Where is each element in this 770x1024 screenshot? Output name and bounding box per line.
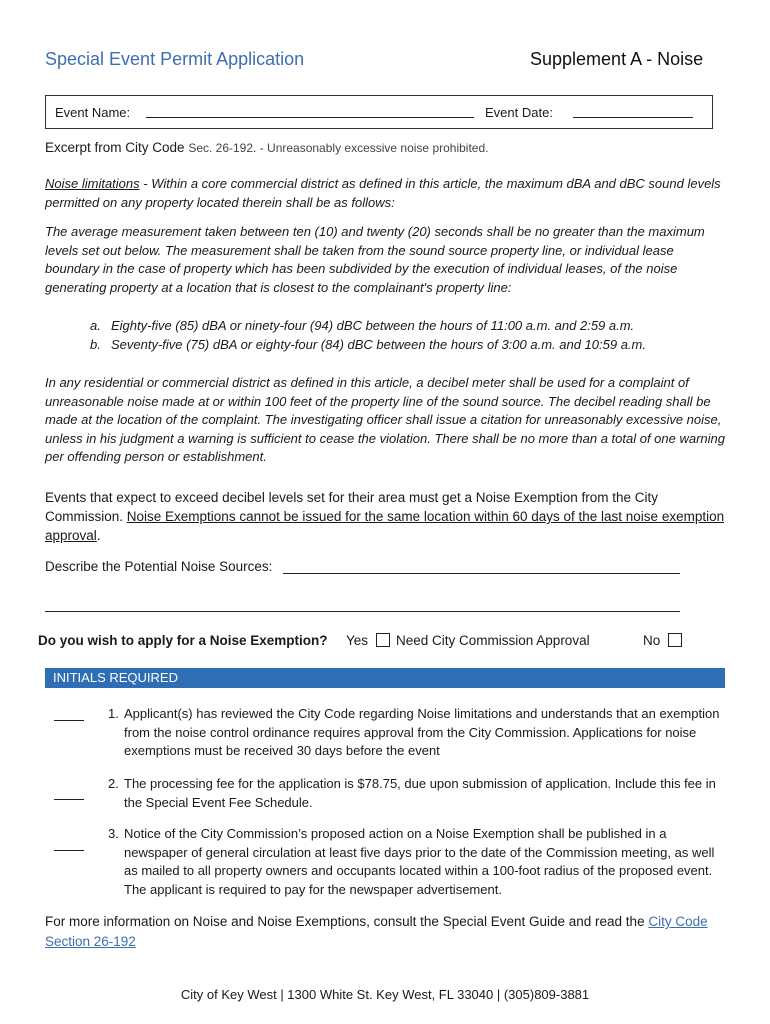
supplement-title: Supplement A - Noise	[530, 49, 704, 69]
limit-item-b	[90, 336, 646, 355]
limit-item-marker: b.	[90, 337, 101, 352]
events-text: Events that expect to exceed decibel levels set for their area must get a Noise Exemption from the City Commission.	[45, 490, 659, 524]
noise-sources-field-2[interactable]	[45, 610, 680, 612]
more-info-text: For more information on Noise and Noise Exemptions, consult the Special Event Guide and read the	[45, 914, 649, 929]
initials-field-1[interactable]	[54, 720, 84, 721]
code-excerpt-line	[45, 140, 488, 155]
event-date-label: Event Date:	[485, 105, 553, 120]
city-code-link[interactable]: City Code Section 26-192	[45, 914, 708, 949]
initials-field-3[interactable]	[54, 850, 84, 851]
more-info-paragraph	[45, 912, 725, 951]
initials-field-2[interactable]	[54, 799, 84, 800]
form-title: Special Event Permit Application	[45, 49, 305, 69]
describe-noise-label: Describe the Potential Noise Sources:	[45, 559, 273, 574]
initials-required-banner: INITIALS REQUIRED	[45, 668, 725, 688]
requirement-text: Notice of the City Commission’s proposed action on a Noise Exemption shall be published in a newspaper of general circulation at least five days prior to the date of the Commission meeting, as well as mailed to all property owners and occupants located within a 100-foot radius of the proposed event. The applicant is required to pay for the newspaper advertisement.	[124, 826, 715, 897]
page-footer: City of Key West | 1300 White St. Key West, FL 33040 | (305)809-3881	[180, 987, 590, 1002]
residential-paragraph: In any residential or commercial district as defined in this article, a decibel meter shall be used for a complaint of unreasonable noise made at or within 100 feet of the property line of the sound source. The decibel reading shall be made at the location of the complaint. The investigating officer shall issue a citation for unreasonably excessive noise, unless in his judgment a warning is sufficient to cease the violation. There shall be no more than a total of one warning per offending person or establishment.	[45, 375, 726, 464]
excerpt-label: Excerpt from City Code	[45, 140, 185, 155]
requirement-number: 2.	[108, 776, 119, 791]
excerpt-section: Sec. 26-192. - Unreasonably excessive noise prohibited.	[188, 141, 489, 155]
yes-checkbox[interactable]	[376, 633, 390, 647]
event-name-label: Event Name:	[55, 105, 131, 120]
no-label: No	[643, 633, 661, 648]
limit-item-marker: a.	[90, 318, 101, 333]
requirement-number: 3.	[108, 826, 119, 841]
requirement-text: Applicant(s) has reviewed the City Code regarding Noise limitations and understands that an exemption from the noise control ordinance requires approval from the City Commission. Applications for noise exemptions must be received 30 days before the event	[124, 706, 720, 758]
events-underlined-text: Noise Exemptions cannot be issued for the same location within 60 days of the last noise exemption approval	[45, 509, 725, 543]
requirement-item-2	[108, 775, 728, 812]
yes-option	[346, 633, 368, 648]
noise-sources-field-1[interactable]	[283, 572, 680, 574]
limit-item-a	[90, 317, 635, 336]
requirement-number: 1.	[108, 706, 119, 721]
events-exemption-paragraph	[45, 488, 730, 545]
requirement-text: The processing fee for the application is $78.75, due upon submission of application. Include this fee in the Special Event Fee Schedule.	[124, 776, 716, 810]
measurement-paragraph: The average measurement taken between ten (10) and twenty (20) seconds shall be no greater than the maximum levels set out below. The measurement shall be taken from the sound source property line, or individual lease boundary in the case of property which has been subdivided by the execution of individual leases, of the noise generating property at a location that is closest to the complainant's property line:	[45, 224, 705, 295]
noise-limitations-intro: - Within a core commercial district as defined in this article, the maximum dBA and dBC sound levels permitted on any property located therein shall be as follows:	[45, 176, 721, 210]
event-name-field[interactable]	[146, 103, 474, 118]
limit-item-text: Seventy-five (75) dBA or eighty-four (84) dBC between the hours of 3:00 a.m. and 10:59 a.m.	[111, 337, 646, 352]
event-info-box	[45, 95, 713, 129]
exemption-question: Do you wish to apply for a Noise Exemption?	[38, 633, 328, 648]
requirement-item-3	[108, 825, 728, 899]
yes-label: Yes	[346, 633, 369, 648]
events-end: .	[96, 528, 101, 543]
limit-item-text: Eighty-five (85) dBA or ninety-four (94) dBC between the hours of 11:00 a.m. and 2:59 a.m.	[111, 318, 635, 333]
event-date-field[interactable]	[573, 103, 693, 118]
noise-limitations-heading: Noise limitations	[45, 176, 140, 191]
yes-note: Need City Commission Approval	[396, 633, 590, 648]
noise-limitations-paragraph	[45, 175, 730, 212]
no-checkbox[interactable]	[668, 633, 682, 647]
requirement-item-1	[108, 705, 728, 761]
